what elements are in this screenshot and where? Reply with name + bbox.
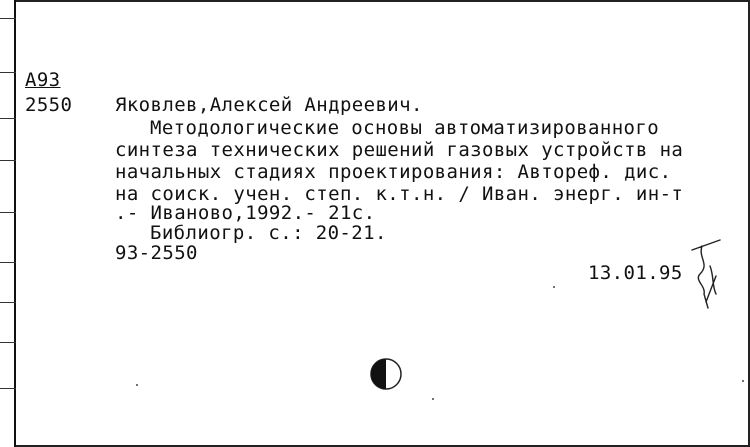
margin-tick — [0, 388, 16, 389]
signature-mark — [690, 236, 730, 316]
shelf-mark: А93 — [25, 69, 61, 91]
speck — [553, 286, 555, 288]
margin-tick — [0, 72, 16, 73]
author-heading: Яковлев,Алексей Андреевич. — [115, 94, 423, 116]
title-line: Методологические основы автоматизированного — [150, 117, 660, 139]
margin-tick — [0, 18, 16, 19]
speck — [742, 380, 744, 382]
card-top-edge — [16, 0, 750, 2]
imprint-line: .- Иваново,1992.- 21с. — [115, 202, 376, 224]
card-number: 2550 — [25, 94, 73, 116]
title-line: начальных стадиях проектирования: Автореф. дис. — [115, 161, 672, 183]
date-stamp: 13.01.95 — [588, 262, 683, 284]
punch-hole — [366, 354, 408, 394]
card-left-edge — [14, 0, 16, 447]
speck — [136, 384, 138, 386]
title-line: на соиск. учен. степ. к.т.н. / Иван. энерг. ин-т — [115, 183, 684, 205]
margin-tick — [0, 118, 16, 119]
bibliography-note: Библиогр. с.: 20-21. — [150, 222, 387, 244]
accession-number: 93-2550 — [115, 242, 198, 264]
margin-tick — [0, 302, 16, 303]
margin-tick — [0, 262, 16, 263]
margin-tick — [0, 160, 16, 161]
margin-tick — [0, 212, 16, 213]
speck — [432, 398, 434, 400]
margin-tick — [0, 342, 16, 343]
title-line: синтеза технических решений газовых устройств на — [115, 139, 684, 161]
